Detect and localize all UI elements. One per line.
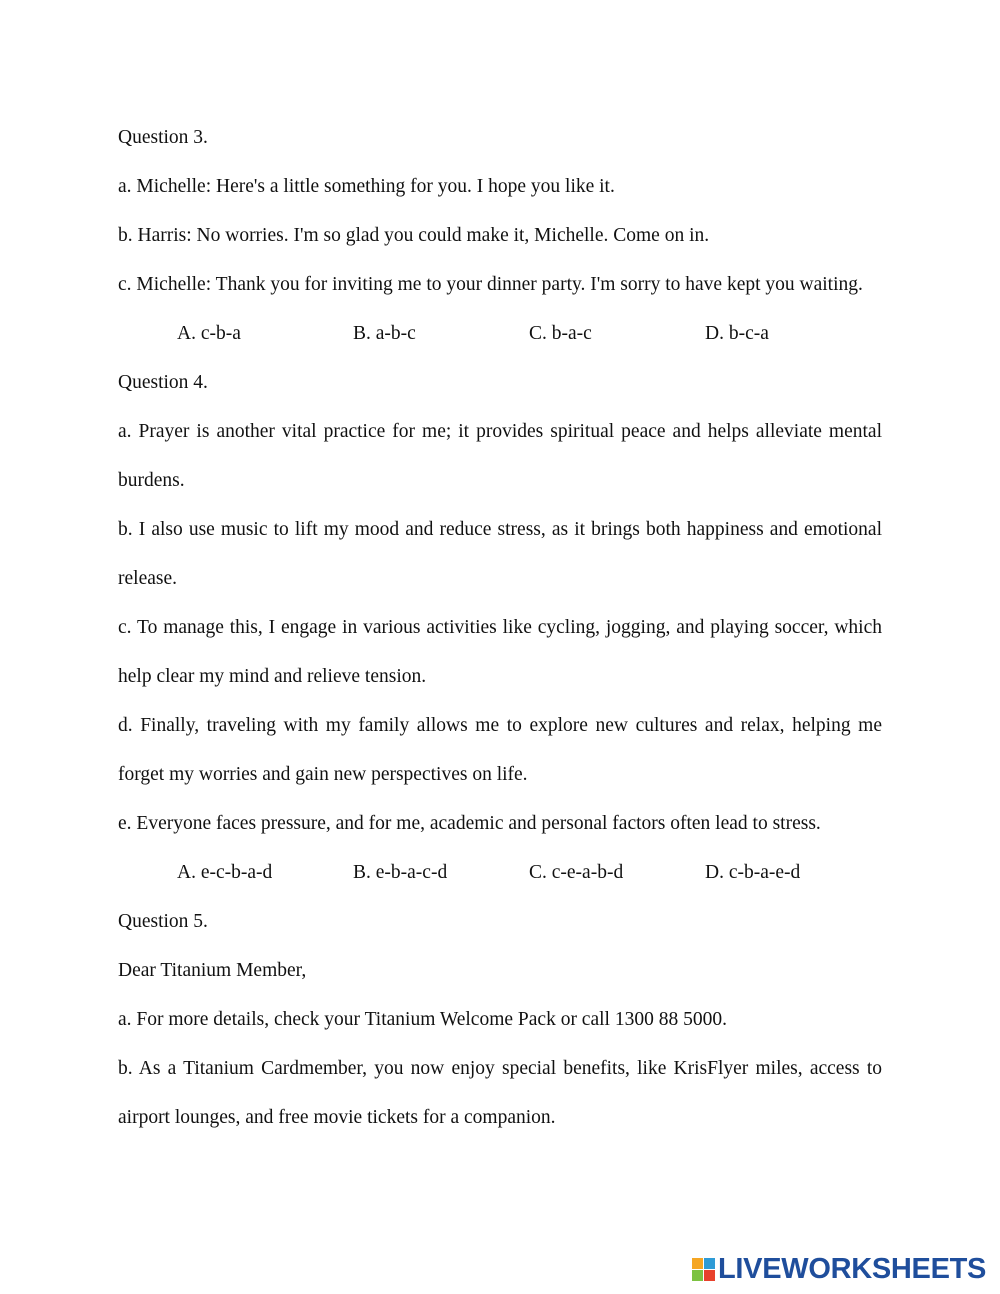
question-4-item-b: b. I also use music to lift my mood and reduce stress, as it brings both happiness and emotional release.: [118, 519, 882, 589]
question-5-title: Question 5.: [118, 911, 208, 932]
question-4-option-c[interactable]: C. c-e-a-b-d: [529, 862, 624, 883]
logo-square-orange: [692, 1258, 703, 1269]
question-4-item-d: d. Finally, traveling with my family allows me to explore new cultures and relax, helping me forget my worries and gain new perspectives on life.: [118, 715, 882, 785]
question-4-item-a: a. Prayer is another vital practice for me; it provides spiritual peace and helps alleviate mental burdens.: [118, 421, 882, 491]
question-5-item-a: a. For more details, check your Titanium Welcome Pack or call 1300 88 5000.: [118, 1009, 727, 1030]
question-3-options: [118, 309, 882, 358]
worksheet-page: [118, 113, 882, 1142]
question-3-option-a[interactable]: A. c-b-a: [177, 323, 241, 344]
liveworksheets-logo[interactable]: [692, 1254, 986, 1284]
logo-square-red: [704, 1270, 715, 1281]
liveworksheets-logo-icon: [692, 1258, 715, 1281]
logo-square-blue: [704, 1258, 715, 1269]
question-3-item-c: c. Michelle: Thank you for inviting me to your dinner party. I'm sorry to have kept you waiting.: [118, 274, 863, 295]
question-3-item-a: a. Michelle: Here's a little something for you. I hope you like it.: [118, 176, 615, 197]
logo-text: LIVEWORKSHEETS: [718, 1252, 987, 1285]
question-4-item-e: e. Everyone faces pressure, and for me, academic and personal factors often lead to stress.: [118, 813, 821, 834]
question-3-option-d[interactable]: D. b-c-a: [705, 323, 769, 344]
question-3-item-b: b. Harris: No worries. I'm so glad you could make it, Michelle. Come on in.: [118, 225, 710, 246]
question-4-item-c: c. To manage this, I engage in various activities like cycling, jogging, and playing soccer, which help clear my mind and relieve tension.: [118, 617, 882, 687]
question-3-option-b[interactable]: B. a-b-c: [353, 323, 416, 344]
question-4-title: Question 4.: [118, 372, 208, 393]
question-3-title: Question 3.: [118, 127, 208, 148]
question-4-option-a[interactable]: A. e-c-b-a-d: [177, 862, 273, 883]
question-5-item-b: b. As a Titanium Cardmember, you now enjoy special benefits, like KrisFlyer miles, access to airport lounges, and free movie tickets for a companion.: [118, 1058, 882, 1128]
question-3-option-c[interactable]: C. b-a-c: [529, 323, 592, 344]
question-5-greeting: Dear Titanium Member,: [118, 960, 307, 981]
question-4-options: [118, 848, 882, 897]
question-4-option-d[interactable]: D. c-b-a-e-d: [705, 862, 801, 883]
question-4-option-b[interactable]: B. e-b-a-c-d: [353, 862, 448, 883]
logo-square-green: [692, 1270, 703, 1281]
